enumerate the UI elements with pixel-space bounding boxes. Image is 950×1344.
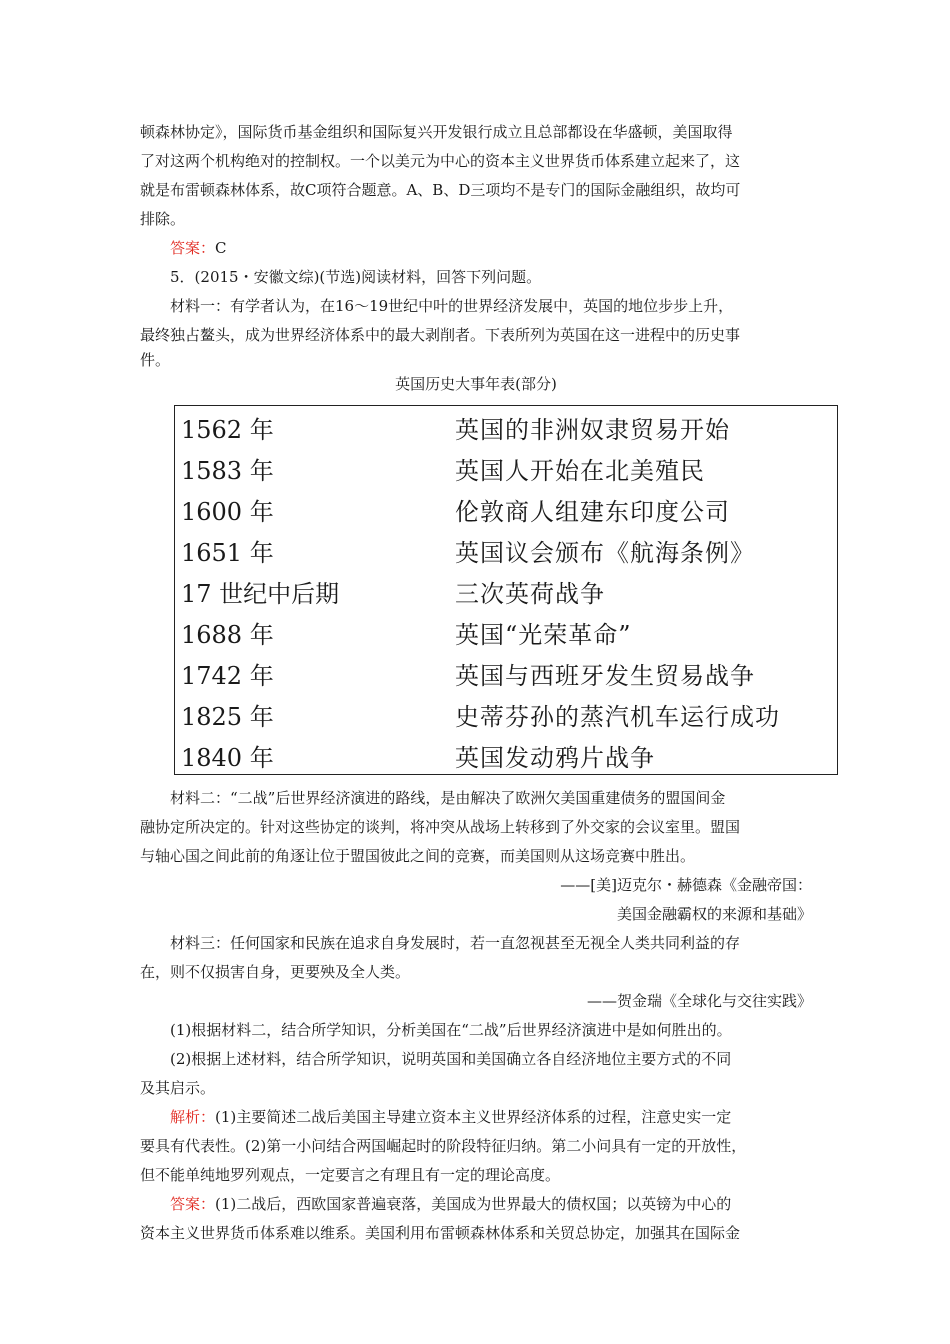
answer-line: 资本主义世界货币体系难以维系。美国利用布雷顿森林体系和关贸总协定，加强其在国际金 <box>140 1224 741 1242</box>
event-cell: 英国人开始在北美殖民 <box>455 457 705 485</box>
table-caption: 英国历史大事年表(部分) <box>395 375 557 393</box>
table-row <box>175 488 837 529</box>
chronology-table <box>174 405 838 775</box>
event-cell: 英国发动鸦片战争 <box>455 744 655 772</box>
sub-question-2: (2)根据上述材料，结合所学知识，说明英国和美国确立各自经济地位主要方式的不同 <box>170 1050 732 1068</box>
analysis-line: 要具有代表性。(2)第一小问结合两国崛起时的阶段特征归纳。第二小问具有一定的开放性， <box>140 1137 747 1155</box>
answer-label: 答案： <box>170 1195 216 1213</box>
table-row <box>175 734 837 775</box>
year-cell: 1688 年 <box>181 621 274 649</box>
event-cell: 英国的非洲奴隶贸易开始 <box>455 416 730 444</box>
intro-line: 顿森林协定》，国际货币基金组织和国际复兴开发银行成立且总部都设在华盛顿，美国取得 <box>140 123 733 141</box>
analysis <box>170 1105 731 1129</box>
question-5: 5．(2015・安徽文综)(节选)阅读材料，回答下列问题。 <box>170 268 542 286</box>
year-cell: 1562 年 <box>181 416 274 444</box>
material2-line: 与轴心国之间此前的角逐让位于盟国彼此之间的竞赛，而美国则从这场竞赛中胜出。 <box>140 847 696 865</box>
event-cell: 英国与西班牙发生贸易战争 <box>455 662 755 690</box>
material2-line: 材料二：“二战”后世界经济演进的路线，是由解决了欧洲欠美国重建债务的盟国间金 <box>170 789 726 807</box>
material2-source: 美国金融霸权的来源和基础》 <box>616 905 812 923</box>
year-cell: 1742 年 <box>181 662 274 690</box>
answer-text: (1)二战后，西欧国家普遍衰落，美国成为世界最大的债权国；以英镑为中心的 <box>215 1195 732 1213</box>
answer-5 <box>170 1192 731 1216</box>
year-cell: 1600 年 <box>181 498 274 526</box>
answer-label: 答案： <box>170 239 216 257</box>
intro-line: 排除。 <box>140 210 186 228</box>
table-row <box>175 611 837 652</box>
table-row <box>175 570 837 611</box>
material1-line: 最终独占鳌头，成为世界经济体系中的最大剥削者。下表所列为英国在这一进程中的历史事 <box>140 326 741 344</box>
material3-line: 在，则不仅损害自身，更要殃及全人类。 <box>140 963 411 981</box>
intro-line: 了对这两个机构绝对的控制权。一个以美元为中心的资本主义世界货币体系建立起来了，这 <box>140 152 741 170</box>
sub-question-2: 及其启示。 <box>140 1079 216 1097</box>
material3-source: ——贺金瑞《全球化与交往实践》 <box>586 992 812 1010</box>
event-cell: 伦敦商人组建东印度公司 <box>455 498 730 526</box>
year-cell: 1825 年 <box>181 703 274 731</box>
analysis-text: (1)主要简述二战后美国主导建立资本主义世界经济体系的过程，注意史实一定 <box>215 1108 732 1126</box>
event-cell: 史蒂芬孙的蒸汽机车运行成功 <box>455 703 780 731</box>
year-cell: 1651 年 <box>181 539 274 567</box>
answer-value: C <box>215 239 227 257</box>
event-cell: 三次英荷战争 <box>455 580 605 608</box>
material2-line: 融协定所决定的。针对这些协定的谈判，将冲突从战场上转移到了外交家的会议室里。盟国 <box>140 818 741 836</box>
analysis-line: 但不能单纯地罗列观点，一定要言之有理且有一定的理论高度。 <box>140 1166 561 1184</box>
analysis-label: 解析： <box>170 1108 216 1126</box>
material1-line: 材料一：有学者认为，在16～19世纪中叶的世界经济发展中，英国的地位步步上升， <box>170 297 734 315</box>
material3-line: 材料三：任何国家和民族在追求自身发展时，若一直忽视甚至无视全人类共同利益的存 <box>170 934 741 952</box>
year-cell: 1583 年 <box>181 457 274 485</box>
table-row <box>175 529 837 570</box>
answer-4 <box>170 236 227 260</box>
event-cell: 英国“光荣革命” <box>455 621 632 649</box>
table-row <box>175 447 837 488</box>
year-cell: 17 世纪中后期 <box>181 580 340 608</box>
sub-question-1: (1)根据材料二，结合所学知识，分析美国在“二战”后世界经济演进中是如何胜出的。 <box>170 1021 732 1039</box>
table-row <box>175 652 837 693</box>
table-row <box>175 406 837 447</box>
year-cell: 1840 年 <box>181 744 274 772</box>
material2-source: ——[美]迈克尔・赫德森《金融帝国： <box>560 876 812 894</box>
intro-line: 就是布雷顿森林体系，故C项符合题意。A、B、D三项均不是专门的国际金融组织，故均可 <box>140 181 741 199</box>
table-row <box>175 693 837 734</box>
material1-line: 件。 <box>140 351 171 369</box>
event-cell: 英国议会颁布《航海条例》 <box>455 539 755 567</box>
